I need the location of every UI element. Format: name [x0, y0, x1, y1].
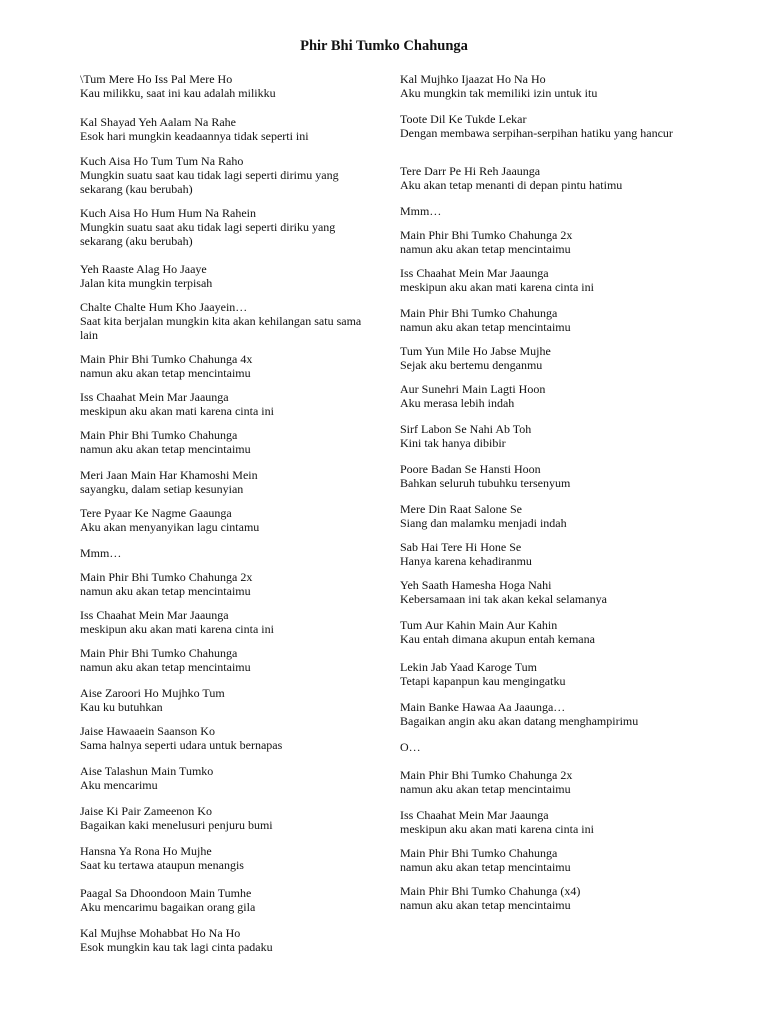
lyric-stanza — [400, 382, 700, 410]
lyric-line-original: Kal Mujhse Mohabbat Ho Na Ho — [80, 926, 241, 940]
lyric-line-original: Poore Badan Se Hansti Hoon — [400, 462, 541, 476]
lyric-line-original: Iss Chaahat Mein Mar Jaaunga — [400, 808, 549, 822]
lyric-stanza — [80, 724, 380, 752]
lyric-line-original: Kuch Aisa Ho Hum Hum Na Rahein — [80, 206, 256, 220]
lyric-stanza — [400, 266, 700, 294]
lyric-line-translation: Saat kita berjalan mungkin kita akan kehilangan satu sama lain — [80, 314, 362, 342]
lyric-line-original: Main Phir Bhi Tumko Chahunga — [400, 846, 558, 860]
lyric-stanza — [400, 884, 700, 912]
lyric-line-original: Jaise Hawaaein Saanson Ko — [80, 724, 215, 738]
lyric-line-translation: namun aku akan tetap mencintaimu — [400, 898, 571, 912]
lyric-line-original: Mmm… — [80, 546, 122, 560]
lyric-line-original: Iss Chaahat Mein Mar Jaaunga — [80, 608, 229, 622]
lyric-line-original: Lekin Jab Yaad Karoge Tum — [400, 660, 537, 674]
lyric-stanza — [400, 700, 700, 728]
lyric-line-original: Yeh Raaste Alag Ho Jaaye — [80, 262, 207, 276]
lyric-line-translation: Aku akan menyanyikan lagu cintamu — [80, 520, 260, 534]
lyric-stanza — [80, 206, 380, 248]
lyric-stanza — [80, 608, 380, 636]
lyric-line-translation: Jalan kita mungkin terpisah — [80, 276, 213, 290]
lyric-line-translation: meskipun aku akan mati karena cinta ini — [400, 822, 594, 836]
lyric-line-translation: Aku mencarimu bagaikan orang gila — [80, 900, 256, 914]
lyric-stanza — [80, 115, 380, 143]
lyric-line-original: Sab Hai Tere Hi Hone Se — [400, 540, 522, 554]
lyric-line-translation: Kini tak hanya dibibir — [400, 436, 506, 450]
lyric-stanza — [80, 686, 380, 714]
lyric-stanza — [400, 306, 700, 334]
lyric-line-translation: meskipun aku akan mati karena cinta ini — [400, 280, 594, 294]
lyric-line-original: Mmm… — [400, 204, 442, 218]
lyric-line-original: Aise Talashun Main Tumko — [80, 764, 214, 778]
lyric-stanza — [80, 546, 380, 560]
lyric-stanza — [400, 660, 700, 688]
lyric-line-translation: sayangku, dalam setiap kesunyian — [80, 482, 244, 496]
lyric-line-original: Tum Aur Kahin Main Aur Kahin — [400, 618, 558, 632]
lyric-line-original: Tere Darr Pe Hi Reh Jaaunga — [400, 164, 541, 178]
lyric-line-translation: namun aku akan tetap mencintaimu — [80, 442, 251, 456]
lyric-line-original: Paagal Sa Dhoondoon Main Tumhe — [80, 886, 252, 900]
lyric-line-original: Main Phir Bhi Tumko Chahunga 4x — [80, 352, 253, 366]
lyric-line-translation: Aku mungkin tak memiliki izin untuk itu — [400, 86, 598, 100]
lyric-line-original: O… — [400, 740, 421, 754]
lyric-stanza — [80, 886, 380, 914]
lyric-stanza — [80, 764, 380, 792]
lyric-stanza — [400, 808, 700, 836]
lyric-stanza — [80, 154, 380, 196]
lyric-stanza — [80, 844, 380, 872]
lyric-stanza — [400, 618, 700, 646]
lyric-stanza — [80, 570, 380, 598]
lyric-stanza — [400, 768, 700, 796]
lyric-line-original: \Tum Mere Ho Iss Pal Mere Ho — [80, 72, 233, 86]
lyric-line-translation: Aku merasa lebih indah — [400, 396, 515, 410]
lyric-line-original: Yeh Saath Hamesha Hoga Nahi — [400, 578, 552, 592]
lyric-line-original: Main Phir Bhi Tumko Chahunga (x4) — [400, 884, 581, 898]
lyric-line-translation: Aku mencarimu — [80, 778, 158, 792]
lyric-line-translation: namun aku akan tetap mencintaimu — [400, 320, 571, 334]
lyric-line-translation: Sejak aku bertemu denganmu — [400, 358, 543, 372]
lyric-stanza — [400, 846, 700, 874]
lyric-line-translation: namun aku akan tetap mencintaimu — [400, 242, 571, 256]
lyric-line-original: Toote Dil Ke Tukde Lekar — [400, 112, 527, 126]
lyric-line-original: Mere Din Raat Salone Se — [400, 502, 522, 516]
lyric-line-translation: Bagaikan kaki menelusuri penjuru bumi — [80, 818, 273, 832]
lyric-line-translation: Esok mungkin kau tak lagi cinta padaku — [80, 940, 273, 954]
lyric-line-translation: namun aku akan tetap mencintaimu — [80, 366, 251, 380]
lyric-line-original: Main Phir Bhi Tumko Chahunga — [400, 306, 558, 320]
lyric-stanza — [80, 468, 380, 496]
lyric-stanza — [80, 72, 380, 100]
lyric-line-translation: namun aku akan tetap mencintaimu — [80, 584, 251, 598]
lyric-stanza — [80, 428, 380, 456]
lyric-line-original: Iss Chaahat Mein Mar Jaaunga — [400, 266, 549, 280]
lyric-stanza — [400, 462, 700, 490]
lyric-line-translation: Saat ku tertawa ataupun menangis — [80, 858, 244, 872]
lyric-line-translation: Sama halnya seperti udara untuk bernapas — [80, 738, 283, 752]
lyric-line-original: Meri Jaan Main Har Khamoshi Mein — [80, 468, 258, 482]
lyric-line-original: Kuch Aisa Ho Tum Tum Na Raho — [80, 154, 244, 168]
lyric-stanza — [80, 262, 380, 290]
lyric-line-original: Iss Chaahat Mein Mar Jaaunga — [80, 390, 229, 404]
lyric-line-original: Main Phir Bhi Tumko Chahunga 2x — [400, 768, 573, 782]
lyric-stanza — [80, 352, 380, 380]
lyric-line-original: Main Banke Hawaa Aa Jaaunga… — [400, 700, 566, 714]
lyric-stanza — [400, 72, 700, 100]
lyric-line-translation: Bagaikan angin aku akan datang menghampirimu — [400, 714, 639, 728]
lyric-line-translation: Bahkan seluruh tubuhku tersenyum — [400, 476, 571, 490]
lyric-line-translation: namun aku akan tetap mencintaimu — [400, 860, 571, 874]
lyric-line-translation: Mungkin suatu saat kau tidak lagi seperti dirimu yang sekarang (kau berubah) — [80, 168, 339, 196]
lyric-line-original: Jaise Ki Pair Zameenon Ko — [80, 804, 212, 818]
lyric-line-original: Kal Shayad Yeh Aalam Na Rahe — [80, 115, 236, 129]
lyric-line-original: Main Phir Bhi Tumko Chahunga — [80, 646, 238, 660]
lyric-line-translation: Dengan membawa serpihan-serpihan hatiku yang hancur — [400, 126, 673, 140]
lyric-stanza — [400, 578, 700, 606]
lyric-line-original: Chalte Chalte Hum Kho Jaayein… — [80, 300, 248, 314]
lyric-line-original: Sirf Labon Se Nahi Ab Toh — [400, 422, 532, 436]
lyric-stanza — [80, 804, 380, 832]
lyric-line-translation: Kau milikku, saat ini kau adalah milikku — [80, 86, 276, 100]
lyric-line-translation: Kau ku butuhkan — [80, 700, 163, 714]
lyric-line-translation: Esok hari mungkin keadaannya tidak seperti ini — [80, 129, 309, 143]
lyric-stanza — [80, 390, 380, 418]
lyric-line-original: Main Phir Bhi Tumko Chahunga — [80, 428, 238, 442]
lyric-stanza — [400, 422, 700, 450]
lyric-line-translation: Kau entah dimana akupun entah kemana — [400, 632, 595, 646]
lyric-line-original: Hansna Ya Rona Ho Mujhe — [80, 844, 212, 858]
lyric-stanza — [400, 344, 700, 372]
lyric-line-translation: meskipun aku akan mati karena cinta ini — [80, 622, 274, 636]
lyric-line-translation: Mungkin suatu saat aku tidak lagi seperti diriku yang sekarang (aku berubah) — [80, 220, 336, 248]
lyric-line-translation: namun aku akan tetap mencintaimu — [80, 660, 251, 674]
lyric-line-original: Aur Sunehri Main Lagti Hoon — [400, 382, 546, 396]
lyric-stanza — [400, 540, 700, 568]
lyric-stanza — [80, 506, 380, 534]
lyric-stanza — [400, 228, 700, 256]
lyric-stanza — [80, 300, 380, 342]
lyric-line-translation: Tetapi kapanpun kau mengingatku — [400, 674, 566, 688]
lyric-line-original: Tum Yun Mile Ho Jabse Mujhe — [400, 344, 551, 358]
lyric-line-original: Main Phir Bhi Tumko Chahunga 2x — [80, 570, 253, 584]
lyric-stanza — [400, 164, 700, 192]
lyric-line-translation: Kebersamaan ini tak akan kekal selamanya — [400, 592, 607, 606]
lyric-line-original: Aise Zaroori Ho Mujhko Tum — [80, 686, 225, 700]
lyric-line-original: Kal Mujhko Ijaazat Ho Na Ho — [400, 72, 546, 86]
lyric-line-translation: Aku akan tetap menanti di depan pintu hatimu — [400, 178, 623, 192]
lyric-stanza — [80, 646, 380, 674]
lyric-line-original: Main Phir Bhi Tumko Chahunga 2x — [400, 228, 573, 242]
lyric-line-translation: Hanya karena kehadiranmu — [400, 554, 532, 568]
lyric-line-translation: meskipun aku akan mati karena cinta ini — [80, 404, 274, 418]
lyric-line-translation: namun aku akan tetap mencintaimu — [400, 782, 571, 796]
lyric-stanza — [400, 502, 700, 530]
lyric-stanza — [400, 740, 700, 754]
lyric-line-original: Tere Pyaar Ke Nagme Gaaunga — [80, 506, 232, 520]
document-title: Phir Bhi Tumko Chahunga — [300, 38, 468, 54]
lyric-stanza — [400, 204, 700, 218]
lyric-line-translation: Siang dan malamku menjadi indah — [400, 516, 567, 530]
lyric-stanza — [400, 112, 700, 140]
lyric-stanza — [80, 926, 380, 954]
